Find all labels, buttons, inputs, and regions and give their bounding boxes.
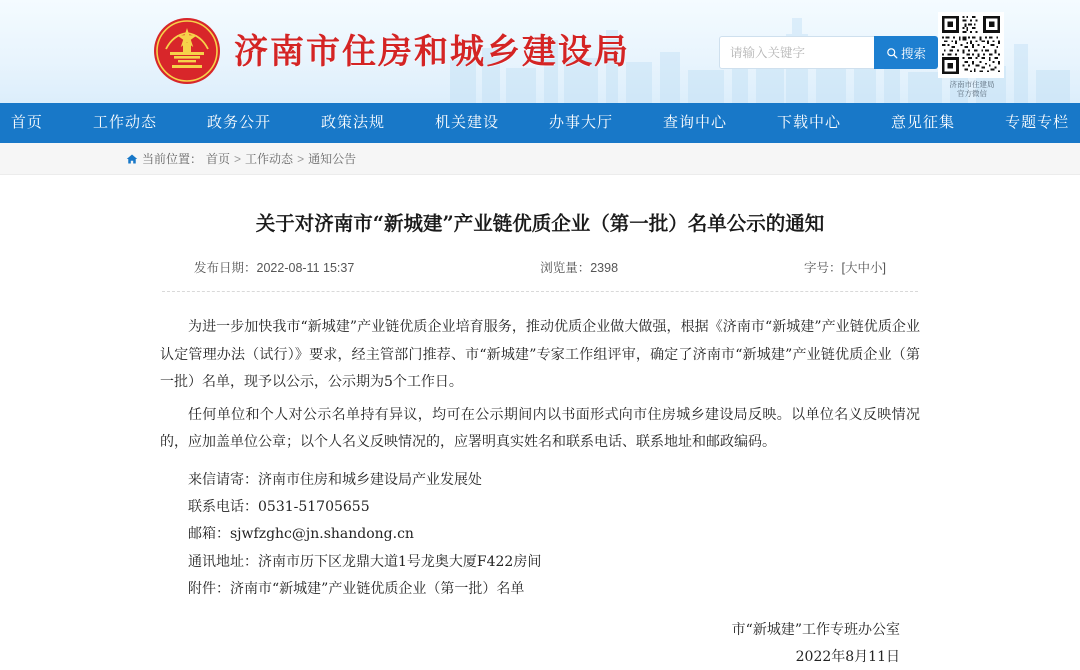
view-count	[540, 258, 618, 276]
font-size-bracket-open: [	[841, 261, 845, 276]
view-count-value: 2398	[590, 261, 619, 276]
font-size-small[interactable]: 小	[870, 261, 883, 276]
nav-item-policy-law[interactable]: 政策法规	[320, 114, 385, 131]
article-paragraph-1: 任何单位和个人对公示名单持有异议，均可在公示期间内以书面形式向市住房城乡建设局反映。以单位名义反映情况的，应加盖单位公章；以个人名义反映情况的，应署明真实姓名和联系电话、联系地址和邮政编码。	[160, 407, 920, 451]
nav-item-opinion[interactable]: 意见征集	[891, 114, 956, 131]
article-body	[160, 314, 920, 603]
breadcrumb-item-1[interactable]: 工作动态	[245, 152, 294, 166]
qr-caption-line2: 官方微信	[957, 89, 987, 99]
signature-date: 2022年8月11日	[795, 648, 900, 665]
breadcrumb-item-0[interactable]: 首页	[206, 152, 231, 166]
article-paragraph-0: 为进一步加快我市“新城建”产业链优质企业培育服务，推动优质企业做大做强，根据《济南市“新城建”产业链优质企业认定管理办法（试行）》要求，经主管部门推荐、市“新城建”专家工作组评审，确定了济南市“新城建”产业链优质企业（第一批）名单，现予以公示，公示期为5个工作日。	[160, 319, 920, 390]
main-nav-items	[0, 103, 1080, 143]
article-signature	[160, 617, 920, 670]
home-icon	[126, 153, 138, 165]
nav-item-service-hall[interactable]: 办事大厅	[549, 114, 614, 131]
qr-caption	[928, 80, 1016, 99]
search-button-label: 搜索	[900, 46, 926, 61]
wechat-qr-code	[938, 12, 1004, 78]
breadcrumb-bar	[0, 143, 1080, 175]
breadcrumb	[126, 150, 356, 167]
breadcrumb-prefix: 当前位置：	[142, 152, 203, 166]
font-size-bracket-close: ]	[882, 261, 886, 276]
national-emblem-icon	[152, 16, 222, 86]
contact-phone: 联系电话：0531-51705655	[188, 499, 370, 516]
nav-item-special-column[interactable]: 专题专栏	[1005, 114, 1070, 131]
nav-item-home[interactable]: 首页	[10, 114, 43, 131]
search-icon	[886, 47, 898, 59]
signature-org: 市“新城建”工作专班办公室	[731, 622, 900, 639]
qr-caption-line1: 济南市住建局	[949, 80, 995, 89]
contact-postal-address: 通讯地址：济南市历下区龙鼎大道1号龙奥大厦F422房间	[188, 553, 542, 570]
view-count-label: 浏览量：	[540, 261, 591, 276]
attachment-line[interactable]: 附件：济南市“新城建”产业链优质企业（第一批）名单	[188, 580, 525, 597]
contact-block	[160, 467, 920, 603]
article-meta	[162, 258, 918, 292]
page-title: 关于对济南市“新城建”产业链优质企业（第一批）名单公示的通知	[255, 212, 825, 235]
contact-email: 邮箱：sjwfzghc@jn.shandong.cn	[188, 526, 414, 543]
nav-item-query-center[interactable]: 查询中心	[663, 114, 728, 131]
article	[0, 209, 1080, 670]
nav-item-work-news[interactable]: 工作动态	[92, 114, 157, 131]
font-size-switcher	[804, 258, 886, 276]
search-button[interactable]	[874, 36, 938, 69]
nav-item-download-center[interactable]: 下载中心	[777, 114, 842, 131]
nav-item-organ-build[interactable]: 机关建设	[434, 114, 499, 131]
font-size-large[interactable]: 大	[844, 261, 858, 276]
publish-date-value: 2022-08-11 15:37	[256, 261, 355, 276]
site-header	[0, 0, 1080, 103]
breadcrumb-sep-1: >	[297, 151, 305, 166]
breadcrumb-item-2[interactable]: 通知公告	[308, 152, 357, 166]
nav-item-gov-open[interactable]: 政务公开	[206, 114, 271, 131]
breadcrumb-sep-0: >	[234, 151, 242, 166]
publish-date-label: 发布日期：	[194, 261, 257, 276]
main-nav	[0, 103, 1080, 143]
font-size-label: 字号：	[803, 261, 842, 276]
font-size-medium[interactable]: 中	[857, 261, 870, 276]
publish-date	[194, 258, 354, 276]
site-title: 济南市住房和城乡建设局	[234, 32, 630, 72]
contact-mail-address: 来信请寄：济南市住房和城乡建设局产业发展处	[188, 471, 482, 488]
